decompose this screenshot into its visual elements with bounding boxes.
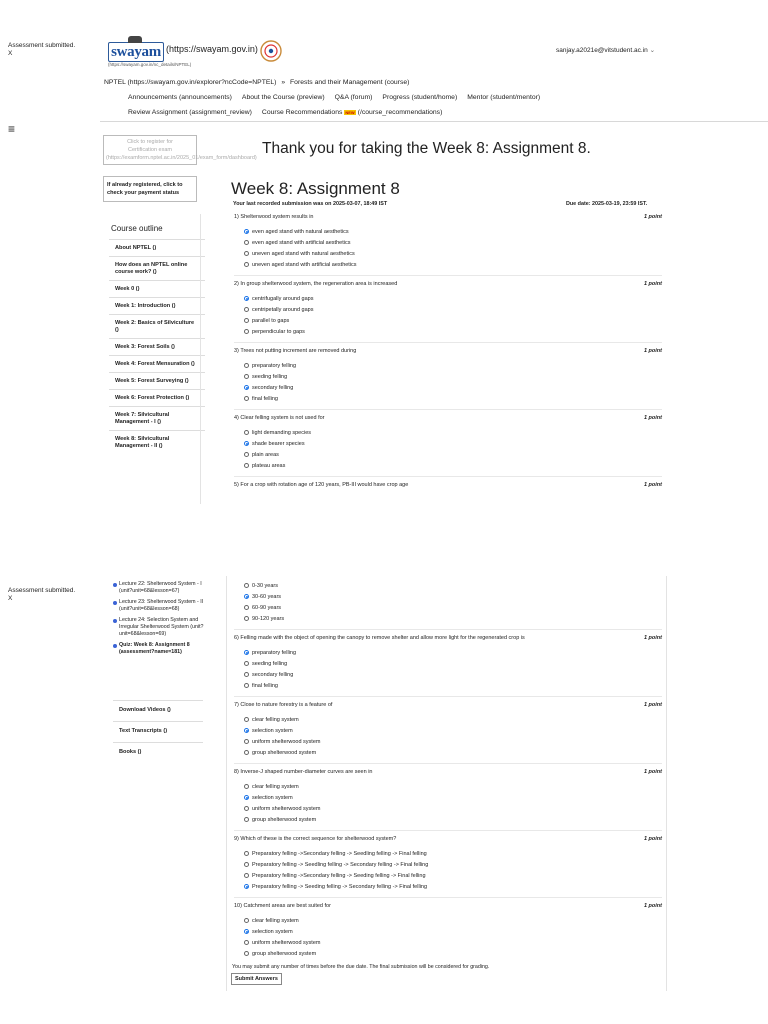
question-separator bbox=[234, 763, 662, 764]
question-label: 2) In group shelterwood system, the regeneration area is increased bbox=[234, 281, 398, 287]
option-label: parallel to gaps bbox=[252, 317, 290, 324]
answer-option[interactable] bbox=[234, 580, 662, 591]
user-menu[interactable] bbox=[556, 46, 655, 54]
question-separator bbox=[234, 409, 662, 410]
radio-button[interactable] bbox=[244, 795, 249, 800]
submit-answers-button[interactable]: Submit Answers bbox=[231, 973, 282, 985]
radio-button[interactable] bbox=[244, 929, 249, 934]
user-email: sanjay.a2021e@vitstudent.ac.in bbox=[556, 47, 648, 54]
option-label: uniform shelterwood system bbox=[252, 738, 321, 745]
radio-button[interactable] bbox=[244, 940, 249, 945]
radio-button[interactable] bbox=[244, 583, 249, 588]
option-label: shade bearer species bbox=[252, 440, 305, 447]
bullet-dot-icon bbox=[113, 644, 117, 648]
radio-button[interactable] bbox=[244, 851, 249, 856]
questions-bottom bbox=[234, 580, 662, 959]
option-label: 0-30 years bbox=[252, 582, 278, 589]
answer-option[interactable] bbox=[234, 948, 662, 959]
question-label: 5) For a crop with rotation age of 120 years, PB-III would have crop age bbox=[234, 482, 409, 488]
points-label: 1 point bbox=[643, 482, 662, 488]
radio-button[interactable] bbox=[244, 672, 249, 677]
logo-cap-icon bbox=[128, 36, 142, 43]
option-label: selection system bbox=[252, 928, 293, 935]
radio-button[interactable] bbox=[244, 862, 249, 867]
radio-button[interactable] bbox=[244, 296, 249, 301]
question-separator bbox=[234, 830, 662, 831]
answer-option[interactable] bbox=[234, 259, 662, 270]
question-block bbox=[234, 214, 662, 270]
radio-button[interactable] bbox=[244, 441, 249, 446]
radio-button[interactable] bbox=[244, 616, 249, 621]
answer-option[interactable] bbox=[234, 393, 662, 404]
sidebar-item[interactable]: Week 1: Introduction () bbox=[109, 297, 205, 314]
answer-option[interactable] bbox=[234, 747, 662, 758]
question-block bbox=[234, 769, 662, 825]
radio-button[interactable] bbox=[244, 605, 249, 610]
option-label: preparatory felling bbox=[252, 362, 297, 369]
toast-message-2 bbox=[8, 587, 75, 603]
points-label: 1 point bbox=[643, 836, 662, 842]
option-label: uneven aged stand with artificial aesthetics bbox=[252, 261, 357, 268]
option-label: Preparatory felling -> Seedling felling -> Secondary felling -> Final felling bbox=[252, 861, 429, 868]
lecture-link: Lecture 23: Shelterwood System - II (unit?unit=68&lesson=68) bbox=[119, 599, 204, 612]
question-block bbox=[234, 836, 662, 892]
nav-reco-label: Course Recommendations bbox=[261, 109, 343, 116]
question-block bbox=[234, 348, 662, 404]
course-outline-heading: Course outline bbox=[111, 224, 163, 233]
answer-option[interactable] bbox=[234, 926, 662, 937]
bullet-dot-icon bbox=[113, 583, 117, 587]
radio-button[interactable] bbox=[244, 363, 249, 368]
nav-about-course[interactable]: About the Course (preview) bbox=[241, 94, 325, 101]
last-submission-text: Your last recorded submission was on 2025-03-07, 18:49 IST bbox=[233, 201, 388, 207]
course-nav-row2 bbox=[128, 109, 442, 116]
bullet-dot-icon bbox=[113, 619, 117, 623]
answer-option[interactable] bbox=[234, 427, 662, 438]
lecture-link: Lecture 24: Selection System and Irregular Shelterwood System (unit?unit=68&lesson=69) bbox=[119, 617, 204, 637]
question-text bbox=[234, 482, 662, 488]
nav-course-recommendations[interactable] bbox=[262, 109, 442, 116]
lecture-link: Lecture 22: Shelterwood System - I (unit?unit=68&lesson=67) bbox=[119, 581, 202, 594]
option-label: uniform shelterwood system bbox=[252, 939, 321, 946]
option-label: selection system bbox=[252, 794, 293, 801]
option-label: seeding felling bbox=[252, 373, 288, 380]
question-label: 10) Catchment areas are best suited for bbox=[234, 903, 331, 909]
nav-reco-link: (/course_recommendations) bbox=[357, 109, 443, 116]
sidebar-item[interactable]: Week 5: Forest Surveying () bbox=[109, 372, 205, 389]
option-label: Preparatory felling ->Secondary felling -> Seeding felling -> Final felling bbox=[252, 872, 426, 879]
radio-button[interactable] bbox=[244, 329, 249, 334]
radio-button[interactable] bbox=[244, 817, 249, 822]
nav-mentor[interactable]: Mentor (student/mentor) bbox=[467, 94, 541, 101]
toast-message bbox=[8, 42, 75, 58]
breadcrumb-separator: » bbox=[281, 79, 286, 86]
radio-button[interactable] bbox=[244, 430, 249, 435]
answer-option[interactable] bbox=[234, 326, 662, 337]
answer-option[interactable] bbox=[234, 613, 662, 624]
lecture-item[interactable] bbox=[113, 581, 205, 595]
register-exam-button[interactable] bbox=[103, 135, 257, 165]
answer-option[interactable] bbox=[234, 725, 662, 736]
option-label: Preparatory felling -> Seeding felling -> Secondary felling -> Final felling bbox=[252, 883, 428, 890]
option-label: group shelterwood system bbox=[252, 749, 317, 756]
question-separator bbox=[234, 476, 662, 477]
option-label: plain areas bbox=[252, 451, 279, 458]
radio-button[interactable] bbox=[244, 873, 249, 878]
answer-option[interactable] bbox=[234, 460, 662, 471]
sidebar-extra-item[interactable]: Download Videos () bbox=[113, 700, 203, 721]
sidebar-item[interactable]: About NPTEL () bbox=[109, 239, 205, 256]
nav-announcements[interactable]: Announcements (announcements) bbox=[128, 94, 232, 101]
question-label: 1) Shelterwood system results in bbox=[234, 214, 314, 220]
question-block bbox=[234, 702, 662, 758]
answer-option[interactable] bbox=[234, 937, 662, 948]
lecture-item[interactable] bbox=[113, 642, 205, 656]
submission-note: You may submit any number of times before the due date. The final submission will be considered for grading. bbox=[232, 964, 490, 970]
toast-text: Assessment submitted. bbox=[8, 42, 76, 49]
breadcrumb-root-link[interactable]: NPTEL (https://swayam.gov.in/explorer?ncCode=NPTEL) bbox=[104, 79, 277, 86]
toast-close-button[interactable]: X bbox=[8, 50, 13, 57]
radio-button[interactable] bbox=[244, 318, 249, 323]
radio-button[interactable] bbox=[244, 884, 249, 889]
lecture-list bbox=[113, 581, 205, 660]
radio-button[interactable] bbox=[244, 951, 249, 956]
option-label: group shelterwood system bbox=[252, 950, 317, 957]
new-badge: NEW bbox=[345, 110, 355, 115]
answer-option[interactable] bbox=[234, 848, 662, 859]
points-label: 1 point bbox=[643, 348, 662, 354]
question-separator bbox=[234, 342, 662, 343]
toast-text: Assessment submitted. bbox=[8, 587, 76, 594]
sidebar-extra-item[interactable]: Books () bbox=[113, 742, 203, 763]
toast-close-button[interactable]: X bbox=[8, 595, 13, 602]
answer-option[interactable] bbox=[234, 714, 662, 725]
answer-option[interactable] bbox=[234, 449, 662, 460]
question-block bbox=[234, 635, 662, 691]
breadcrumb bbox=[104, 79, 419, 86]
points-label: 1 point bbox=[643, 769, 662, 775]
sidebar-item[interactable]: Week 3: Forest Soils () bbox=[109, 338, 205, 355]
radio-button[interactable] bbox=[244, 661, 249, 666]
option-label: preparatory felling bbox=[252, 649, 297, 656]
answer-option[interactable] bbox=[234, 438, 662, 449]
radio-button[interactable] bbox=[244, 463, 249, 468]
option-label: Preparatory felling ->Secondary felling -> Seedling felling -> Final felling bbox=[252, 850, 427, 857]
radio-button[interactable] bbox=[244, 683, 249, 688]
answer-option[interactable] bbox=[234, 814, 662, 825]
swayam-logo[interactable] bbox=[108, 42, 164, 62]
question-separator bbox=[234, 629, 662, 630]
questions-top bbox=[234, 214, 662, 488]
radio-button[interactable] bbox=[244, 251, 249, 256]
logo-sub-link[interactable]: (https://swayam.gov.in/nc_details/NPTEL) bbox=[108, 62, 192, 67]
breadcrumb-course-link[interactable]: Forests and their Management (course) bbox=[290, 79, 410, 86]
bullet-dot-icon bbox=[113, 601, 117, 605]
assignment-title: Week 8: Assignment 8 bbox=[231, 179, 400, 198]
points-label: 1 point bbox=[643, 635, 662, 641]
thank-you-message: Thank you for taking the Week 8: Assignment 8. bbox=[262, 140, 591, 157]
option-label: centrifugally around gaps bbox=[252, 295, 314, 302]
option-label: clear felling system bbox=[252, 783, 299, 790]
answer-option[interactable] bbox=[234, 680, 662, 691]
points-label: 1 point bbox=[643, 702, 662, 708]
nav-review-assignment[interactable]: Review Assignment (assignment_review) bbox=[128, 109, 252, 116]
question-label: 9) Which of these is the correct sequence for shelterwood system? bbox=[234, 836, 397, 842]
lecture-link: Quiz: Week 8: Assignment 8 (assessment?name=181) bbox=[119, 642, 190, 655]
answer-option[interactable] bbox=[234, 792, 662, 803]
radio-button[interactable] bbox=[244, 728, 249, 733]
points-label: 1 point bbox=[643, 214, 662, 220]
option-label: uneven aged stand with natural aesthetics bbox=[252, 250, 355, 257]
radio-button[interactable] bbox=[244, 784, 249, 789]
answer-option[interactable] bbox=[234, 870, 662, 881]
answer-option[interactable] bbox=[234, 602, 662, 613]
question-block bbox=[234, 281, 662, 337]
option-label: group shelterwood system bbox=[252, 816, 317, 823]
answer-option[interactable] bbox=[234, 360, 662, 371]
sidebar-item[interactable]: Week 6: Forest Protection () bbox=[109, 389, 205, 406]
lecture-item[interactable] bbox=[113, 617, 205, 638]
answer-option[interactable] bbox=[234, 803, 662, 814]
option-label: seeding felling bbox=[252, 660, 288, 667]
extra-links bbox=[113, 700, 203, 763]
answer-option[interactable] bbox=[234, 382, 662, 393]
radio-button[interactable] bbox=[244, 594, 249, 599]
sidebar-item[interactable]: Week 2: Basics of Silviculture () bbox=[109, 314, 205, 338]
sidebar-divider bbox=[200, 214, 201, 504]
option-label: centripetally around gaps bbox=[252, 306, 314, 313]
radio-button[interactable] bbox=[244, 452, 249, 457]
option-label: secondary felling bbox=[252, 384, 294, 391]
logo-link[interactable]: (https://swayam.gov.in) bbox=[166, 44, 258, 54]
register-line-3: (https://examform.nptel.ac.in/2025_01/exam_form/dashboard) bbox=[106, 155, 257, 161]
lecture-item[interactable] bbox=[113, 599, 205, 613]
answer-option[interactable] bbox=[234, 647, 662, 658]
register-line-2: Certification exam bbox=[127, 147, 173, 153]
radio-button[interactable] bbox=[244, 806, 249, 811]
option-label: even aged stand with artificial aesthetics bbox=[252, 239, 351, 246]
register-line-1: Click to register for bbox=[127, 139, 173, 145]
content-left-border bbox=[226, 576, 227, 991]
nav-progress[interactable]: Progress (student/home) bbox=[382, 94, 458, 101]
radio-button[interactable] bbox=[244, 396, 249, 401]
option-label: light demanding species bbox=[252, 429, 312, 436]
answer-option[interactable] bbox=[234, 669, 662, 680]
course-outline bbox=[103, 214, 200, 504]
option-label: clear felling system bbox=[252, 917, 299, 924]
answer-option[interactable] bbox=[234, 781, 662, 792]
course-nav bbox=[128, 94, 550, 101]
logo-text: swayam bbox=[111, 43, 161, 60]
option-label: 60-90 years bbox=[252, 604, 282, 611]
radio-button[interactable] bbox=[244, 262, 249, 267]
option-label: even aged stand with natural aesthetics bbox=[252, 228, 349, 235]
answer-option[interactable] bbox=[234, 736, 662, 747]
radio-button[interactable] bbox=[244, 229, 249, 234]
question-block bbox=[234, 903, 662, 959]
radio-button[interactable] bbox=[244, 750, 249, 755]
option-label: secondary felling bbox=[252, 671, 294, 678]
option-label: 90-120 years bbox=[252, 615, 285, 622]
radio-button[interactable] bbox=[244, 739, 249, 744]
nav-divider bbox=[100, 121, 768, 122]
option-label: uniform shelterwood system bbox=[252, 805, 321, 812]
content-right-border bbox=[666, 576, 667, 991]
sidebar-item[interactable]: Week 8: Silvicultural Management - II () bbox=[109, 430, 205, 454]
option-label: perpendicular to gaps bbox=[252, 328, 305, 335]
answer-option[interactable] bbox=[234, 859, 662, 870]
answer-option[interactable] bbox=[234, 915, 662, 926]
answer-option[interactable] bbox=[234, 591, 662, 602]
points-label: 1 point bbox=[643, 281, 662, 287]
answer-option[interactable] bbox=[234, 304, 662, 315]
question-separator bbox=[234, 897, 662, 898]
points-label: 1 point bbox=[643, 415, 662, 421]
answer-option[interactable] bbox=[234, 237, 662, 248]
question-label: 3) Trees not putting increment are removed during bbox=[234, 348, 357, 354]
question-label: 7) Close to nature forestry is a feature of bbox=[234, 702, 333, 708]
option-label: final felling bbox=[252, 395, 278, 402]
option-label: final felling bbox=[252, 682, 278, 689]
question-label: 8) Inverse-J shaped number-diameter curves are seen in bbox=[234, 769, 373, 775]
answer-option[interactable] bbox=[234, 658, 662, 669]
chevron-down-icon: ⌄ bbox=[649, 47, 656, 54]
sidebar-item[interactable]: How does an NPTEL online course work? () bbox=[109, 256, 205, 280]
question-block bbox=[234, 415, 662, 471]
points-label: 1 point bbox=[643, 903, 662, 909]
sidebar-item[interactable]: Week 0 () bbox=[109, 280, 205, 297]
radio-button[interactable] bbox=[244, 650, 249, 655]
radio-button[interactable] bbox=[244, 717, 249, 722]
answer-option[interactable] bbox=[234, 226, 662, 237]
radio-button[interactable] bbox=[244, 374, 249, 379]
question-label: 4) Clear felling system is not used for bbox=[234, 415, 325, 421]
question-label: 6) Felling made with the object of opening the canopy to remove shelter and allow more light for the regenerated crop is bbox=[234, 635, 525, 641]
hamburger-menu-icon[interactable]: ≡ bbox=[8, 122, 16, 136]
radio-button[interactable] bbox=[244, 918, 249, 923]
answer-option[interactable] bbox=[234, 315, 662, 326]
question-separator bbox=[234, 696, 662, 697]
emblem-icon bbox=[260, 40, 282, 67]
question-separator bbox=[234, 275, 662, 276]
option-label: clear felling system bbox=[252, 716, 299, 723]
sidebar-item[interactable]: Week 4: Forest Mensuration () bbox=[109, 355, 205, 372]
option-label: selection system bbox=[252, 727, 293, 734]
answer-option[interactable] bbox=[234, 371, 662, 382]
option-label: 30-60 years bbox=[252, 593, 282, 600]
sidebar-extra-item[interactable]: Text Transcripts () bbox=[113, 721, 203, 742]
question-block bbox=[234, 580, 662, 624]
answer-option[interactable] bbox=[234, 293, 662, 304]
payment-status-button[interactable]: If already registered, click to check your payment status bbox=[103, 176, 197, 202]
answer-option[interactable] bbox=[234, 248, 662, 259]
due-date-text: Due date: 2025-03-19, 23:59 IST. bbox=[566, 201, 648, 207]
radio-button[interactable] bbox=[244, 307, 249, 312]
radio-button[interactable] bbox=[244, 240, 249, 245]
option-label: plateau areas bbox=[252, 462, 286, 469]
nav-forum[interactable]: Q&A (forum) bbox=[334, 94, 373, 101]
answer-option[interactable] bbox=[234, 881, 662, 892]
sidebar-item[interactable]: Week 7: Silvicultural Management - I () bbox=[109, 406, 205, 430]
radio-button[interactable] bbox=[244, 385, 249, 390]
